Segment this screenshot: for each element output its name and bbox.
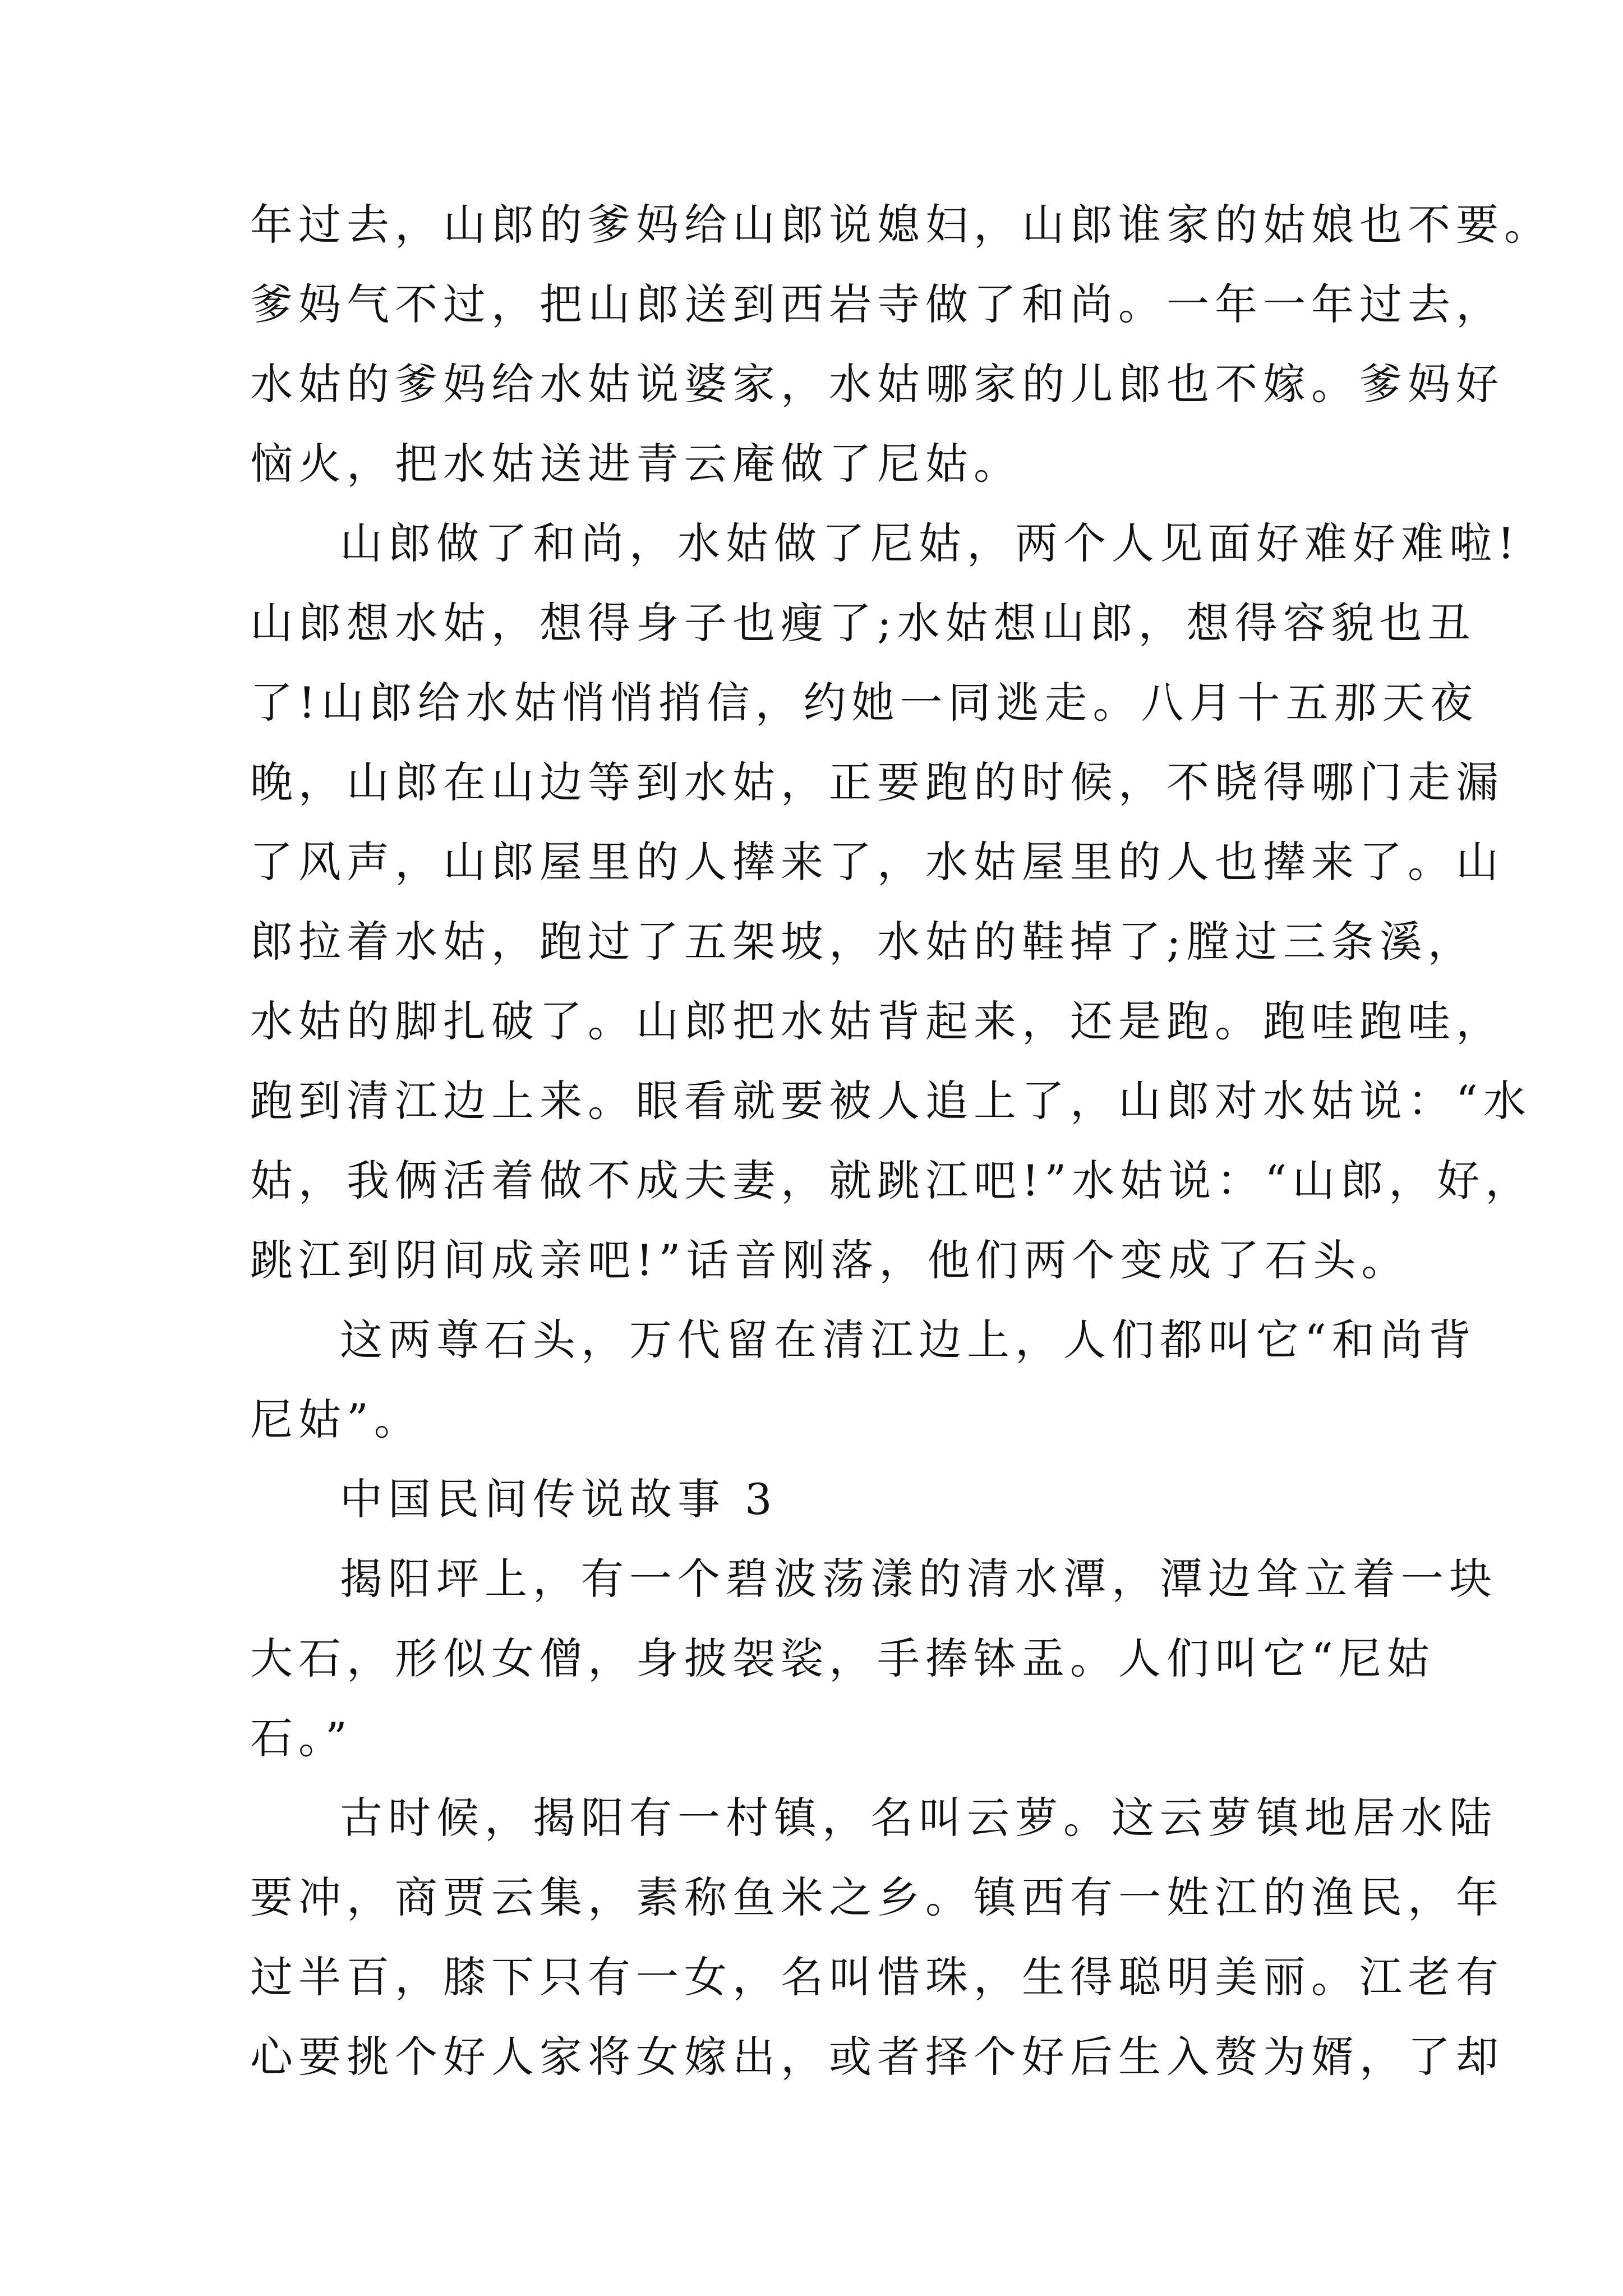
text-line: 水姑的脚扎破了。山郎把水姑背起来，还是跑。跑哇跑哇， [250, 996, 1504, 1046]
paragraph-first-line: 揭阳坪上，有一个碧波荡漾的清水潭，潭边耸立着一块 [340, 1554, 1497, 1604]
text-line: 过半百，膝下只有一女，名叫惜珠，生得聪明美丽。江老有 [250, 1952, 1504, 2002]
paragraph-first-line: 古时候，揭阳有一村镇，名叫云萝。这云萝镇地居水陆 [340, 1793, 1497, 1843]
text-line: 水姑的爹妈给水姑说婆家，水姑哪家的儿郎也不嫁。爹妈好 [250, 359, 1504, 409]
text-line: 了!山郎给水姑悄悄捎信，约她一同逃走。八月十五那天夜 [250, 678, 1479, 728]
paragraph-first-line: 山郎做了和尚，水姑做了尼姑，两个人见面好难好难啦! [340, 518, 1520, 568]
text-line: 跳江到阴间成亲吧!”话音刚落，他们两个变成了石头。 [250, 1235, 1410, 1285]
text-line: 心要挑个好人家将女嫁出，或者择个好后生入赘为婿，了却 [250, 2032, 1504, 2082]
paragraph-first-line: 这两尊石头，万代留在清江边上，人们都叫它“和尚背 [340, 1315, 1477, 1365]
text-line: 姑，我俩活着做不成夫妻，就跳江吧!”水姑说：“山郎，好， [250, 1156, 1534, 1205]
text-line: 跑到清江边上来。眼看就要被人追上了，山郎对水姑说：“水 [250, 1076, 1532, 1126]
text-line: 爹妈气不过，把山郎送到西岩寺做了和尚。一年一年过去， [250, 279, 1504, 329]
text-line: 石。” [250, 1713, 353, 1763]
text-line: 要冲，商贾云集，素称鱼米之乡。镇西有一姓江的渔民，年 [250, 1872, 1504, 1922]
text-line: 年过去，山郎的爹妈给山郎说媳妇，山郎谁家的姑娘也不要。 [250, 200, 1552, 250]
text-line: 山郎想水姑，想得身子也瘦了;水姑想山郎，想得容貌也丑 [250, 598, 1476, 648]
text-line: 尼姑”。 [250, 1395, 422, 1444]
text-line: 了风声，山郎屋里的人撵来了，水姑屋里的人也撵来了。山 [250, 837, 1504, 887]
section-heading: 中国民间传说故事 3 [340, 1474, 778, 1524]
text-line: 大石，形似女僧，身披袈裟，手捧钵盂。人们叫它“尼姑 [250, 1634, 1435, 1683]
text-line: 恼火，把水姑送进青云庵做了尼姑。 [250, 439, 1022, 489]
document-body [250, 185, 1552, 2097]
text-line: 郎拉着水姑，跑过了五架坡，水姑的鞋掉了;膛过三条溪， [250, 917, 1476, 967]
text-line: 晚，山郎在山边等到水姑，正要跑的时候，不晓得哪门走漏 [250, 757, 1504, 807]
